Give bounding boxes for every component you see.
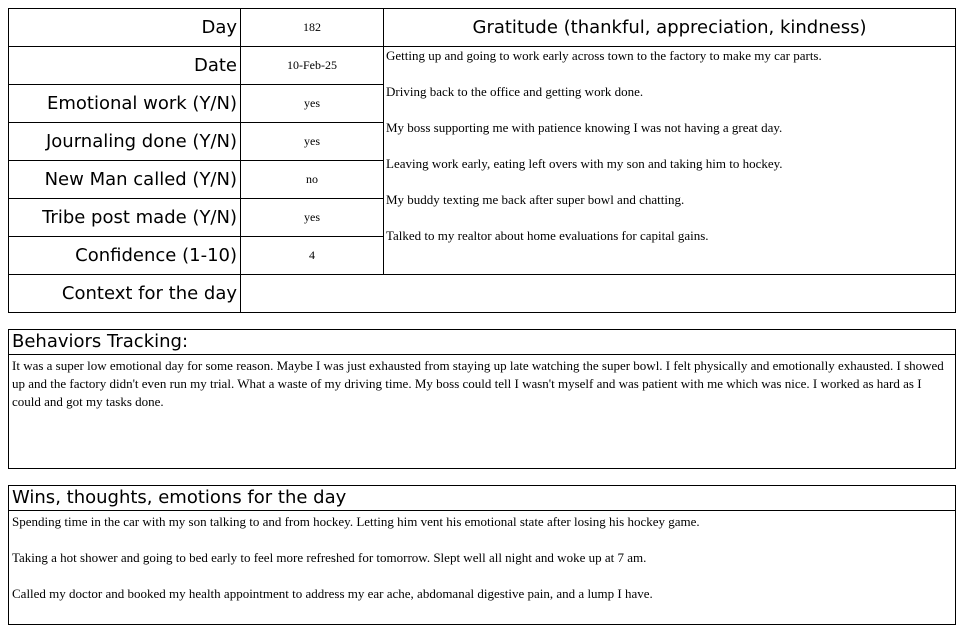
wins-item: Spending time in the car with my son talking to and from hockey. Letting him vent his emotional state after losing his hockey game. <box>12 514 700 529</box>
tribe-post-value[interactable]: yes <box>241 199 384 237</box>
gratitude-item: Getting up and going to work early across town to the factory to make my car parts. <box>386 48 822 63</box>
journaling-value[interactable]: yes <box>241 123 384 161</box>
new-man-called-value[interactable]: no <box>241 161 384 199</box>
gratitude-header: Gratitude (thankful, appreciation, kindness) <box>384 9 956 47</box>
day-label: Day <box>9 9 241 47</box>
behaviors-title: Behaviors Tracking: <box>9 330 955 355</box>
date-value[interactable]: 10-Feb-25 <box>241 47 384 85</box>
journaling-label: Journaling done (Y/N) <box>9 123 241 161</box>
confidence-value[interactable]: 4 <box>241 237 384 275</box>
gratitude-list[interactable] <box>384 47 956 275</box>
tribe-post-label: Tribe post made (Y/N) <box>9 199 241 237</box>
day-value[interactable]: 182 <box>241 9 384 47</box>
wins-item: Taking a hot shower and going to bed early to feel more refreshed for tomorrow. Slept well all night and woke up at 7 am. <box>12 550 647 565</box>
new-man-called-label: New Man called (Y/N) <box>9 161 241 199</box>
wins-text[interactable] <box>9 511 955 623</box>
wins-section <box>8 485 956 625</box>
gratitude-item: My buddy texting me back after super bowl and chatting. <box>386 192 685 207</box>
emotional-work-value[interactable]: yes <box>241 85 384 123</box>
context-value[interactable] <box>241 275 956 313</box>
context-label: Context for the day <box>9 275 241 313</box>
gratitude-item: Driving back to the office and getting work done. <box>386 84 644 99</box>
gratitude-item: Leaving work early, eating left overs with my son and taking him to hockey. <box>386 156 783 171</box>
gratitude-item: Talked to my realtor about home evaluations for capital gains. <box>386 228 709 243</box>
wins-item: Called my doctor and booked my health appointment to address my ear ache, abdomanal digestive pain, and a lump I have. <box>12 586 653 601</box>
behaviors-text[interactable]: It was a super low emotional day for some reason. Maybe I was just exhausted from staying up late watching the super bowl. I felt physically and emotionally exhausted. I showed up and the factory didn't even run my trial. What a waste of my driving time. My boss could tell I wasn't myself and was patient with me which was nice. I worked as hard as I could and got my tasks done. <box>12 358 944 409</box>
date-label: Date <box>9 47 241 85</box>
wins-title: Wins, thoughts, emotions for the day <box>9 486 955 511</box>
gratitude-item: My boss supporting me with patience knowing I was not having a great day. <box>386 120 783 135</box>
daily-tracker-table <box>8 8 956 313</box>
emotional-work-label: Emotional work (Y/N) <box>9 85 241 123</box>
confidence-label: Confidence (1-10) <box>9 237 241 275</box>
behaviors-section <box>8 329 956 469</box>
